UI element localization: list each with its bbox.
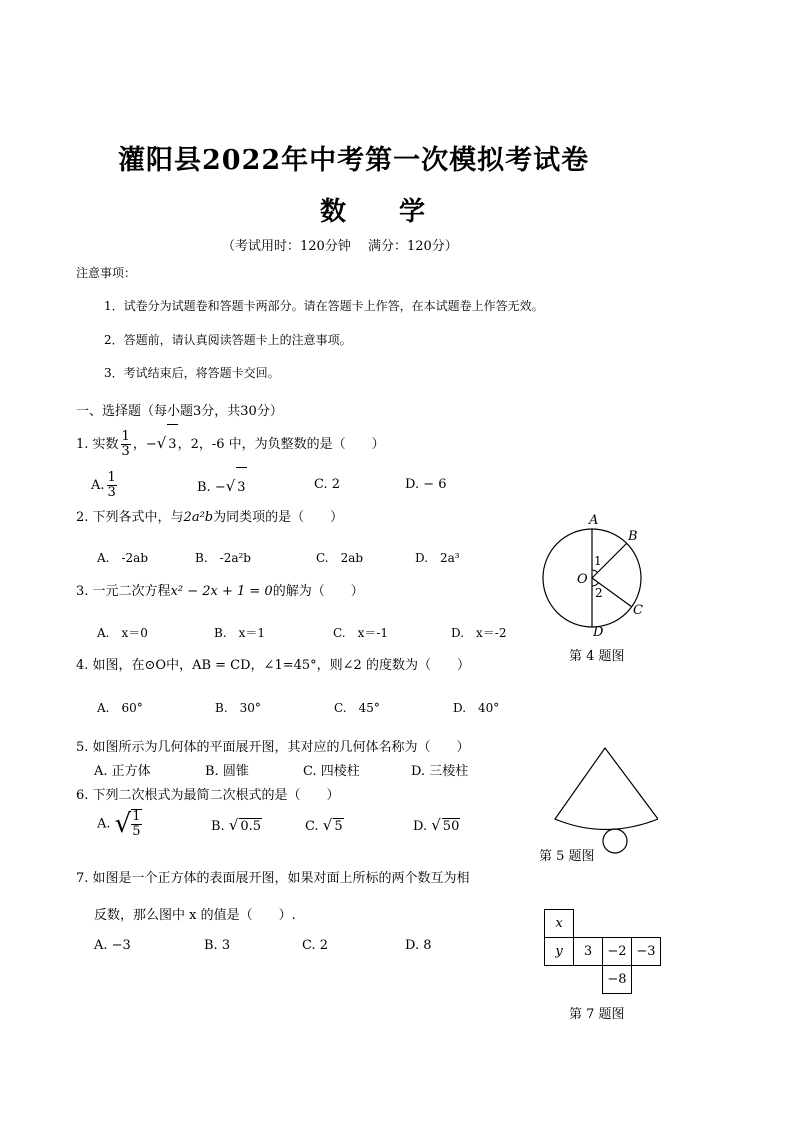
q1-sqrt-arg: 3	[167, 424, 177, 465]
q1-option-c[interactable]: C. 2	[314, 477, 341, 492]
q1-frac-num: 1	[121, 429, 130, 444]
q6-d-label: D.	[413, 819, 428, 834]
question-6-stem: 6. 下列二次根式为最简二次根式的是（ ）	[76, 788, 340, 803]
label-d: D	[593, 625, 604, 638]
q5-option-d[interactable]: D. 三棱柱	[411, 764, 469, 779]
q6-d-arg: 50	[442, 819, 460, 834]
question-7-stem-line2: 反数，那么图中 x 的值是（ ）.	[94, 908, 296, 923]
q5-option-a[interactable]: A. 正方体	[94, 764, 151, 779]
q5-option-b[interactable]: B. 圆锥	[205, 764, 249, 779]
question-3-stem	[76, 580, 364, 599]
exam-title: 灌阳县2022年中考第一次模拟考试卷	[118, 145, 590, 176]
q6-c-label: C.	[305, 819, 319, 834]
figure-4-caption: 第 4 题图	[569, 649, 625, 664]
figure-5-cone-net-drawing	[548, 740, 658, 860]
q1-a-label: A.	[91, 478, 105, 493]
q6-c-arg: 5	[334, 819, 343, 834]
q1-b-sqrt: 3	[236, 467, 246, 508]
q1-fraction	[121, 430, 131, 459]
exam-info: （考试用时：120分钟 满分：120分）	[222, 239, 458, 254]
q6-b-arg: 0.5	[240, 819, 262, 834]
q1-b-label: B. −	[197, 480, 226, 495]
q1-minus: ，−	[132, 437, 157, 452]
q1-frac-den: 3	[121, 444, 130, 459]
cube-face-3: 3	[574, 938, 603, 966]
label-b: B	[628, 529, 638, 544]
section-heading: 一、选择题（每小题3分，共30分）	[76, 404, 283, 419]
angle-2-label: 2	[595, 586, 603, 600]
question-1-stem: 1. 实数 $\frac{1}{3}$ ，−√ 3，2，-6 中，为负整数的是（ ）	[76, 423, 385, 465]
q5-option-c[interactable]: C. 四棱柱	[303, 764, 360, 779]
angle-1-label: 1	[594, 554, 602, 568]
cube-face-minus-2: −2	[603, 938, 632, 966]
q2-term: 2a²b	[183, 510, 214, 525]
q3-option-c[interactable]: C. x＝-1	[333, 626, 389, 640]
note-item-1: 1．试卷分为试题卷和答题卡两部分。请在答题卡上作答，在本试题卷上作答无效。	[104, 299, 544, 313]
q4-option-d[interactable]: D. 40°	[453, 701, 500, 715]
q2-stem-b: 为同类项的是（ ）	[213, 510, 344, 525]
label-c: C	[633, 603, 643, 618]
q2-option-c[interactable]: C. 2ab	[316, 551, 364, 565]
q1-option-b[interactable]: B. −√ 3	[197, 466, 247, 508]
sector-shape	[555, 748, 658, 830]
cube-face-x: x	[545, 910, 574, 938]
q6-option-d[interactable]: D. √ 50	[413, 816, 460, 834]
label-o: O	[577, 572, 588, 587]
q3-equation: x² − 2x + 1 = 0	[170, 584, 273, 599]
subject-title: 数 学	[320, 197, 448, 227]
q4-option-b[interactable]: B. 30°	[215, 701, 261, 715]
q1-option-d[interactable]: D. − 6	[405, 477, 447, 492]
q7-option-a[interactable]: A. −3	[94, 938, 131, 953]
q1-prefix: 1. 实数	[76, 437, 119, 452]
q7-option-b[interactable]: B. 3	[204, 938, 231, 953]
figure-5-caption: 第 5 题图	[539, 849, 595, 864]
q6-b-label: B.	[211, 819, 225, 834]
q6-option-a[interactable]: A. √ $\frac{1}{5}$	[97, 809, 141, 839]
q4-option-c[interactable]: C. 45°	[334, 701, 380, 715]
q6-a-den: 5	[132, 824, 141, 839]
q1-tail: ，2，-6 中，为负整数的是（ ）	[177, 437, 385, 452]
q2-option-a[interactable]: A. -2ab	[97, 551, 149, 565]
note-item-3: 3．考试结束后，将答题卡交回。	[104, 366, 280, 380]
cube-face-y: y	[545, 938, 574, 966]
q3-stem-a: 3. 一元二次方程	[76, 584, 171, 599]
note-item-2: 2．答题前，请认真阅读答题卡上的注意事项。	[104, 333, 352, 347]
q3-option-b[interactable]: B. x＝1	[214, 626, 266, 640]
q6-option-b[interactable]: B. √ 0.5	[211, 816, 262, 834]
figure-4-circle	[536, 508, 656, 638]
q2-option-b[interactable]: B. -2a²b	[195, 551, 251, 565]
question-7-stem-line1: 7. 如图是一个正方体的表面展开图，如果对面上所标的两个数互为相	[76, 871, 470, 886]
base-circle	[603, 829, 627, 853]
question-2-stem	[76, 506, 343, 525]
q7-option-c[interactable]: C. 2	[302, 938, 329, 953]
q3-option-a[interactable]: A. x＝0	[97, 626, 148, 640]
question-4-stem: 4. 如图，在⊙O中，AB = CD，∠1=45°，则∠2 的度数为（ ）	[76, 658, 470, 673]
q6-a-num: 1	[132, 809, 141, 824]
cube-face-minus-3: −3	[632, 938, 661, 966]
q2-option-d[interactable]: D. 2a³	[415, 551, 460, 565]
cube-face-minus-8: −8	[603, 966, 632, 994]
q6-option-c[interactable]: C. √ 5	[305, 816, 343, 834]
q2-stem-a: 2. 下列各式中，与	[76, 510, 184, 525]
q3-option-d[interactable]: D. x＝-2	[451, 626, 507, 640]
q1-option-a[interactable]: A. $\frac{1}{3}$	[91, 470, 116, 500]
q7-option-d[interactable]: D. 8	[405, 938, 432, 953]
label-a: A	[589, 513, 599, 528]
figure-7-caption: 第 7 题图	[569, 1007, 625, 1022]
figure-7-cube-net	[544, 909, 661, 994]
q4-option-a[interactable]: A. 60°	[97, 701, 143, 715]
notes-heading: 注意事项：	[76, 266, 137, 280]
q6-a-label: A.	[97, 816, 111, 832]
question-5-stem: 5. 如图所示为几何体的平面展开图，其对应的几何体名称为（ ）	[76, 740, 470, 755]
q3-stem-b: 的解为（ ）	[272, 584, 364, 599]
